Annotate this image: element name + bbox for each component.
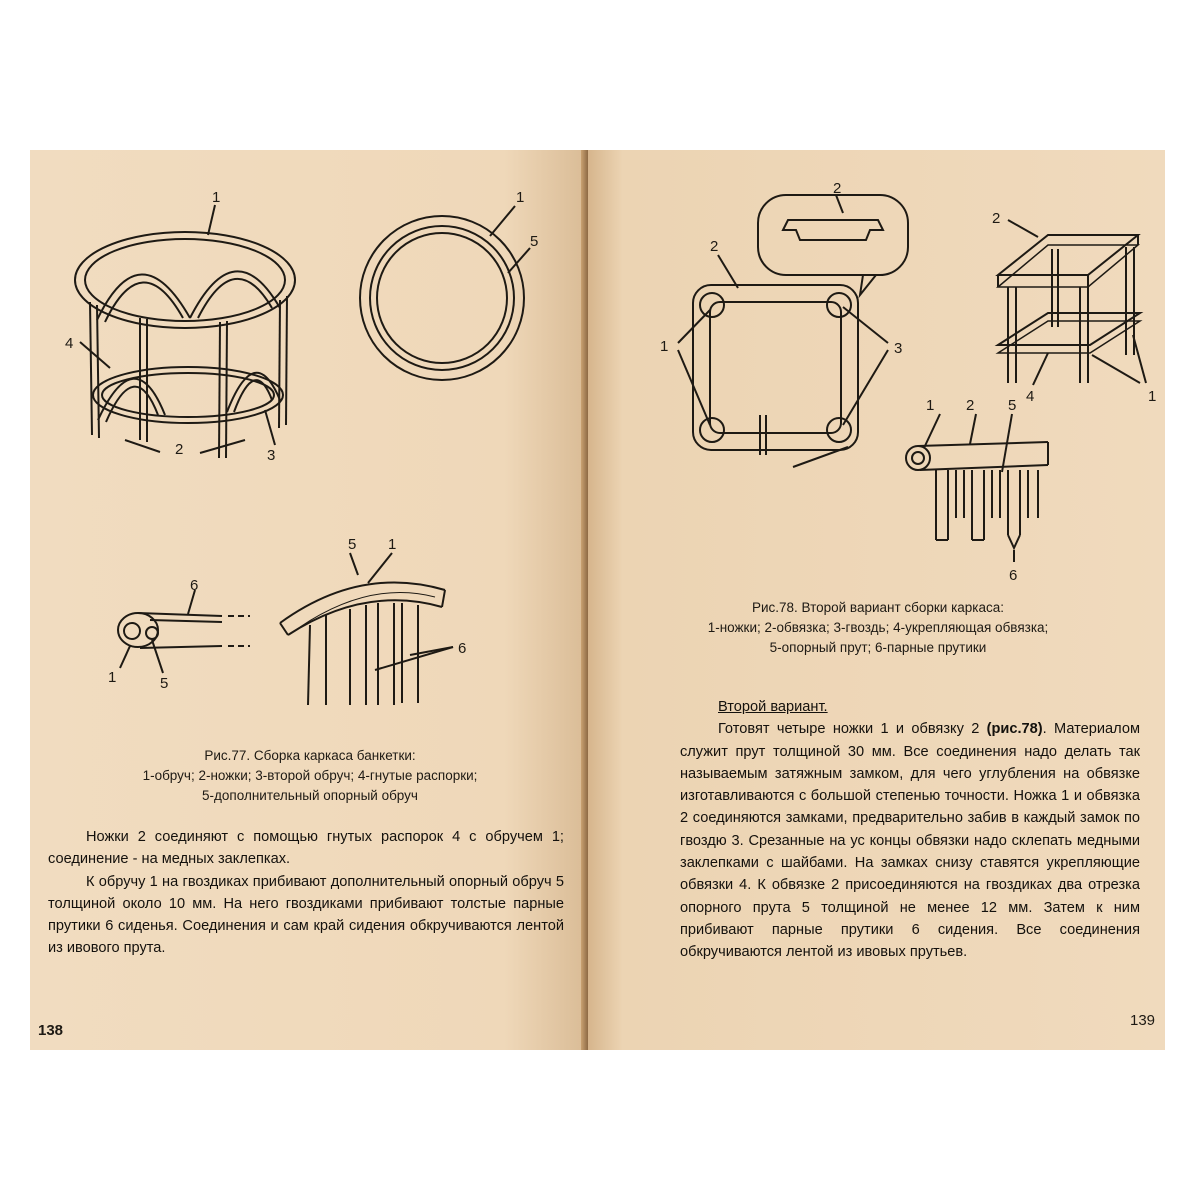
page-number-left: 138 [38, 1022, 64, 1039]
fig77c-label-5: 5 [160, 675, 169, 692]
fig78a-label-1: 1 [660, 338, 669, 355]
fig78-caption-line1: 1-ножки; 2-обвязка; 3-гвоздь; 4-укрепляющая обвязка; [707, 620, 1049, 635]
fig78-seat-detail [898, 390, 1078, 590]
fig78-caption [668, 598, 1088, 658]
fig78a-label-3: 3 [894, 340, 903, 357]
fig77-hoop-section [90, 578, 270, 698]
right-paragraph-1 [680, 718, 1140, 963]
fig78-stool-frame [968, 210, 1163, 405]
fig77-seat-slats [270, 535, 485, 710]
fig77-label-3: 3 [267, 447, 276, 464]
fig78c-label-5: 5 [1008, 397, 1017, 414]
fig78a-label-2-callout: 2 [833, 180, 842, 197]
fig77-caption-line2: 5-дополнительный опорный обруч [202, 788, 418, 803]
fig77-caption-title: Рис.77. Сборка каркаса банкетки: [204, 748, 416, 763]
section-heading: Второй вариант. [718, 699, 828, 715]
fig78c-label-6: 6 [1009, 567, 1018, 584]
fig78b-label-1: 1 [1148, 388, 1157, 405]
fig77c-label-1: 1 [108, 669, 117, 686]
fig78-caption-title: Рис.78. Второй вариант сборки каркаса: [751, 600, 1005, 615]
fig77-label-1: 1 [212, 189, 221, 206]
left-paragraph-2: К обручу 1 на гвоздиках прибивают дополнительный опорный обруч 5 толщиной около 10 мм. На него гвоздиками прибивают толстые парные прутики 6 сиденья. Соединения и сам край сидения обкручиваются лентой из ивового прута. [48, 873, 564, 957]
fig77-caption [50, 746, 570, 806]
right-paragraph-1-rest: . Материалом служит прут толщиной 30 мм. Все соединения надо делать так называемым затяжным замком, для чего углубления на обвязке изготавливаются с большой степенью точности. Ножка 1 и обвязка 2 соединяются замками, предварительно забив в каждый замок по гвоздю 3. Срезанные на ус концы обвязки надо склепать медными заклепками с шайбами. На замках снизу ставятся укрепляющие обвязки 4. К обвязке 2 присоединяются на гвоздиках два отрезка опорного прута 5 толщиной не менее 12 мм. Затем к ним прибивают парные прутики 6 сидения. Все соединения обкручиваются лентой из ивовых прутьев. [680, 721, 1140, 961]
right-body-text [680, 696, 1140, 964]
fig78-caption-line2: 5-опорный прут; 6-парные прутики [769, 640, 987, 655]
fig78a-label-2: 2 [710, 238, 719, 255]
fig78b-label-4: 4 [1026, 388, 1035, 405]
fig77d-label-1: 1 [388, 536, 397, 553]
right-page [588, 150, 1165, 1050]
fig78c-label-2: 2 [966, 397, 975, 414]
fig77-label-4: 4 [65, 335, 74, 352]
fig77b-label-1: 1 [516, 189, 525, 206]
fig77-label-2: 2 [175, 441, 184, 458]
fig77-stool-frame [50, 190, 310, 465]
fig78b-label-2: 2 [992, 210, 1001, 227]
fig77c-label-6: 6 [190, 577, 199, 594]
left-page [30, 150, 588, 1050]
page-number-right: 139 [1130, 1012, 1156, 1029]
fig77-double-hoop [350, 188, 560, 388]
fig77b-label-5: 5 [530, 233, 539, 250]
right-paragraph-1-start: Готовят четыре ножки 1 и обвязку 2 [718, 721, 987, 738]
fig77d-label-5: 5 [348, 536, 357, 553]
book-spread [30, 150, 1165, 1050]
fig77d-label-6: 6 [458, 640, 467, 657]
left-body-text [48, 826, 564, 960]
fig77-caption-line1: 1-обруч; 2-ножки; 3-второй обруч; 4-гнутые распорки; [142, 768, 478, 783]
fig78c-label-1: 1 [926, 397, 935, 414]
left-paragraph-1: Ножки 2 соединяют с помощью гнутых распорок 4 с обручем 1; соединение - на медных заклепках. [48, 829, 564, 868]
figure-reference: (рис.78) [986, 721, 1043, 738]
